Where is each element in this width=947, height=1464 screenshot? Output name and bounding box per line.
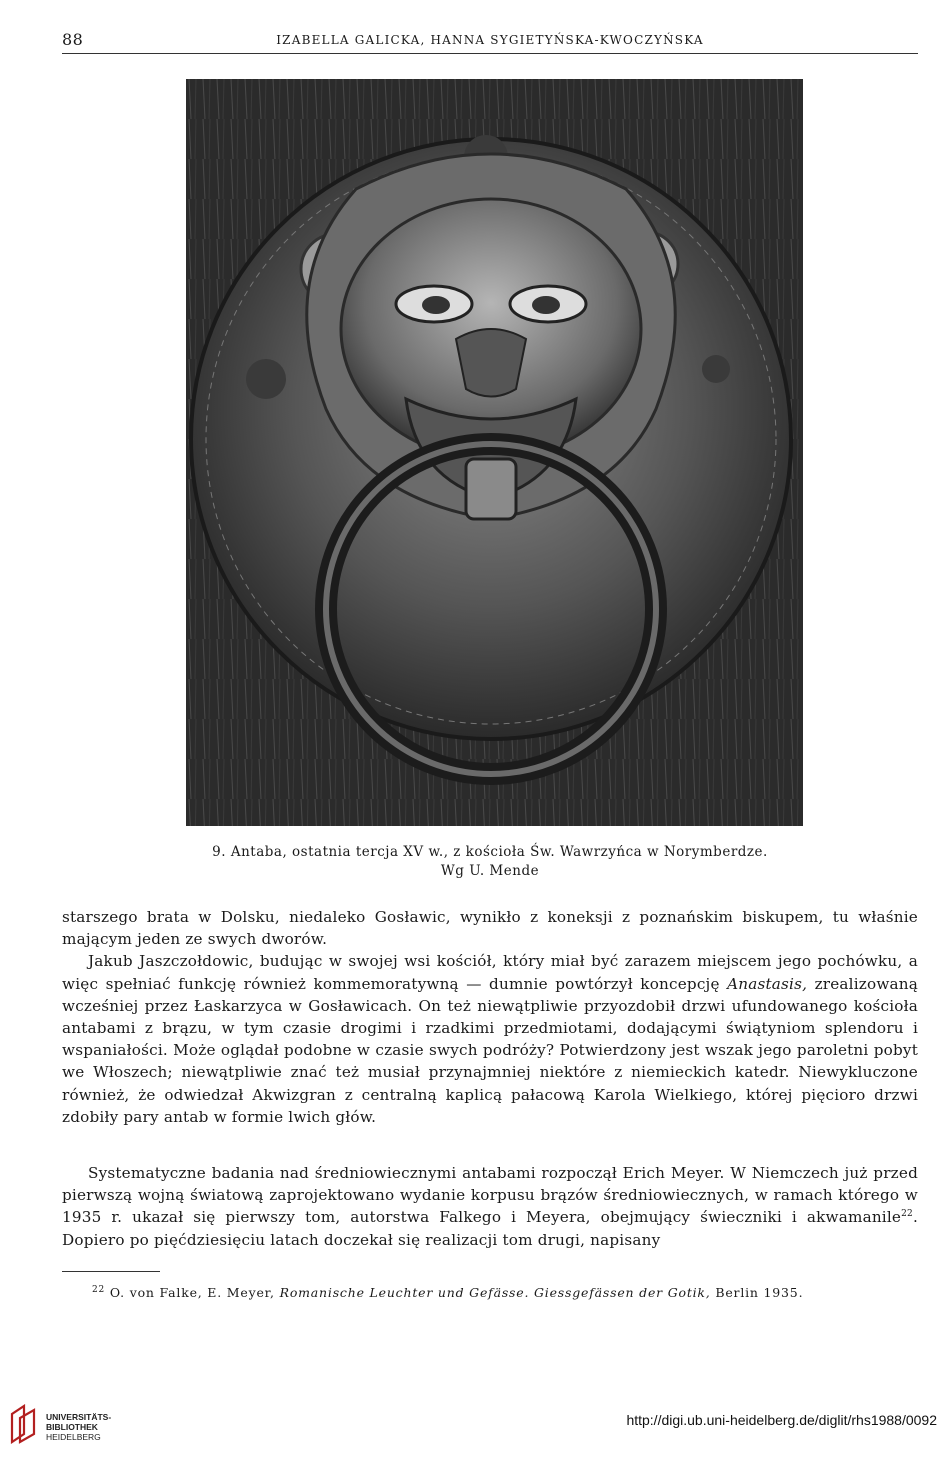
anastasis-italic: Anastasis, [727,974,808,993]
logo-line-1: UNIVERSITÄTS- [46,1412,112,1422]
library-emblem-icon [8,1404,42,1444]
page-header [62,30,918,54]
figure-caption [62,843,918,881]
paragraph-3-part-2: . Dopiero po pięćdziesięciu latach doczekał się realizacji tom drugi, napisany [62,1208,918,1249]
header-rule [62,53,918,54]
footnote-ref-22[interactable]: 22 [901,1209,913,1220]
paragraph-1: starszego brata w Dolsku, niedaleko Gosławic, wynikło z koneksji z poznańskim biskupem, tu właśnie mającym jeden ze swych dworów. [62,908,918,949]
library-name [46,1412,111,1442]
footnote-rule [62,1271,160,1272]
page-number: 88 [62,30,84,49]
body-block-1 [62,906,918,1128]
body-block-2 [62,1162,918,1251]
knocker-illustration [186,79,803,826]
caption-line-1: 9. Antaba, ostatnia tercja XV w., z kościoła Św. Wawrzyńca w Norymberdze. [212,844,768,860]
source-url[interactable]: http://digi.ub.uni-heidelberg.de/diglit/rhs1988/0092 [626,1412,937,1428]
caption-line-2: Wg U. Mende [440,863,540,879]
paragraph-3-part-1: Systematyczne badania nad średniowiecznymi antabami rozpoczął Erich Meyer. W Niemczech już przed pierwszą wojną światową zaprojektowano wydanie korpusu brązów średniowiecznych, w ramach którego w 1935 r. ukazał się pierwszy tom, autorstwa Falkego i Meyera, obejmujący świeczniki i akwamanile [62,1164,918,1227]
running-head: IZABELLA GALICKA, HANNA SYGIETYŃSKA-KWOCZYŃSKA [276,33,704,47]
library-logo[interactable] [8,1404,148,1454]
footnote-title: Romanische Leuchter und Gefässe. Giessgefässen der Gotik, [279,1285,711,1300]
footnote-authors: O. von Falke, E. Meyer, [109,1285,275,1300]
footnote-rest: Berlin 1935. [715,1285,804,1300]
paragraph-2-part-1: Jakub Jaszczołdowic, budując w swojej wsi kościół, który miał być zarazem miejscem jego pochówku, a więc spełniać funkcję również kommemoratywną — dumnie powtórzył koncepcję [62,952,918,993]
logo-line-2: BIBLIOTHEK [46,1422,98,1432]
knocker-photograph [186,79,803,826]
paragraph-2 [62,950,918,1128]
paragraph-3 [62,1162,918,1251]
footnote-22 [62,1285,918,1300]
footnote-number: 22 [92,1284,106,1295]
logo-line-3: HEIDELBERG [46,1432,101,1442]
paragraph-2-part-2: zrealizowaną wcześniej przez Łaskarzyca w Gosławicach. On też niewątpliwie przyozdobił drzwi ufundowanego kościoła antabami z brązu, w tym czasie drogimi i rzadkimi przedmiotami, dodającymi świątyniom splendoru i wspaniałości. Może oglądał podobne w czasie swych podróży? Potwierdzony jest wszak jego paroletni pobyt we Włoszech; niewątpliwie znać też musiał przynajmniej niektóre z niemieckich katedr. Niewykluczone również, że odwiedzał Akwizgran z centralną kaplicą pałacową Karola Wielkiego, której pięcioro drzwi zdobiły pary antab w formie lwich głów. [62,974,919,1126]
